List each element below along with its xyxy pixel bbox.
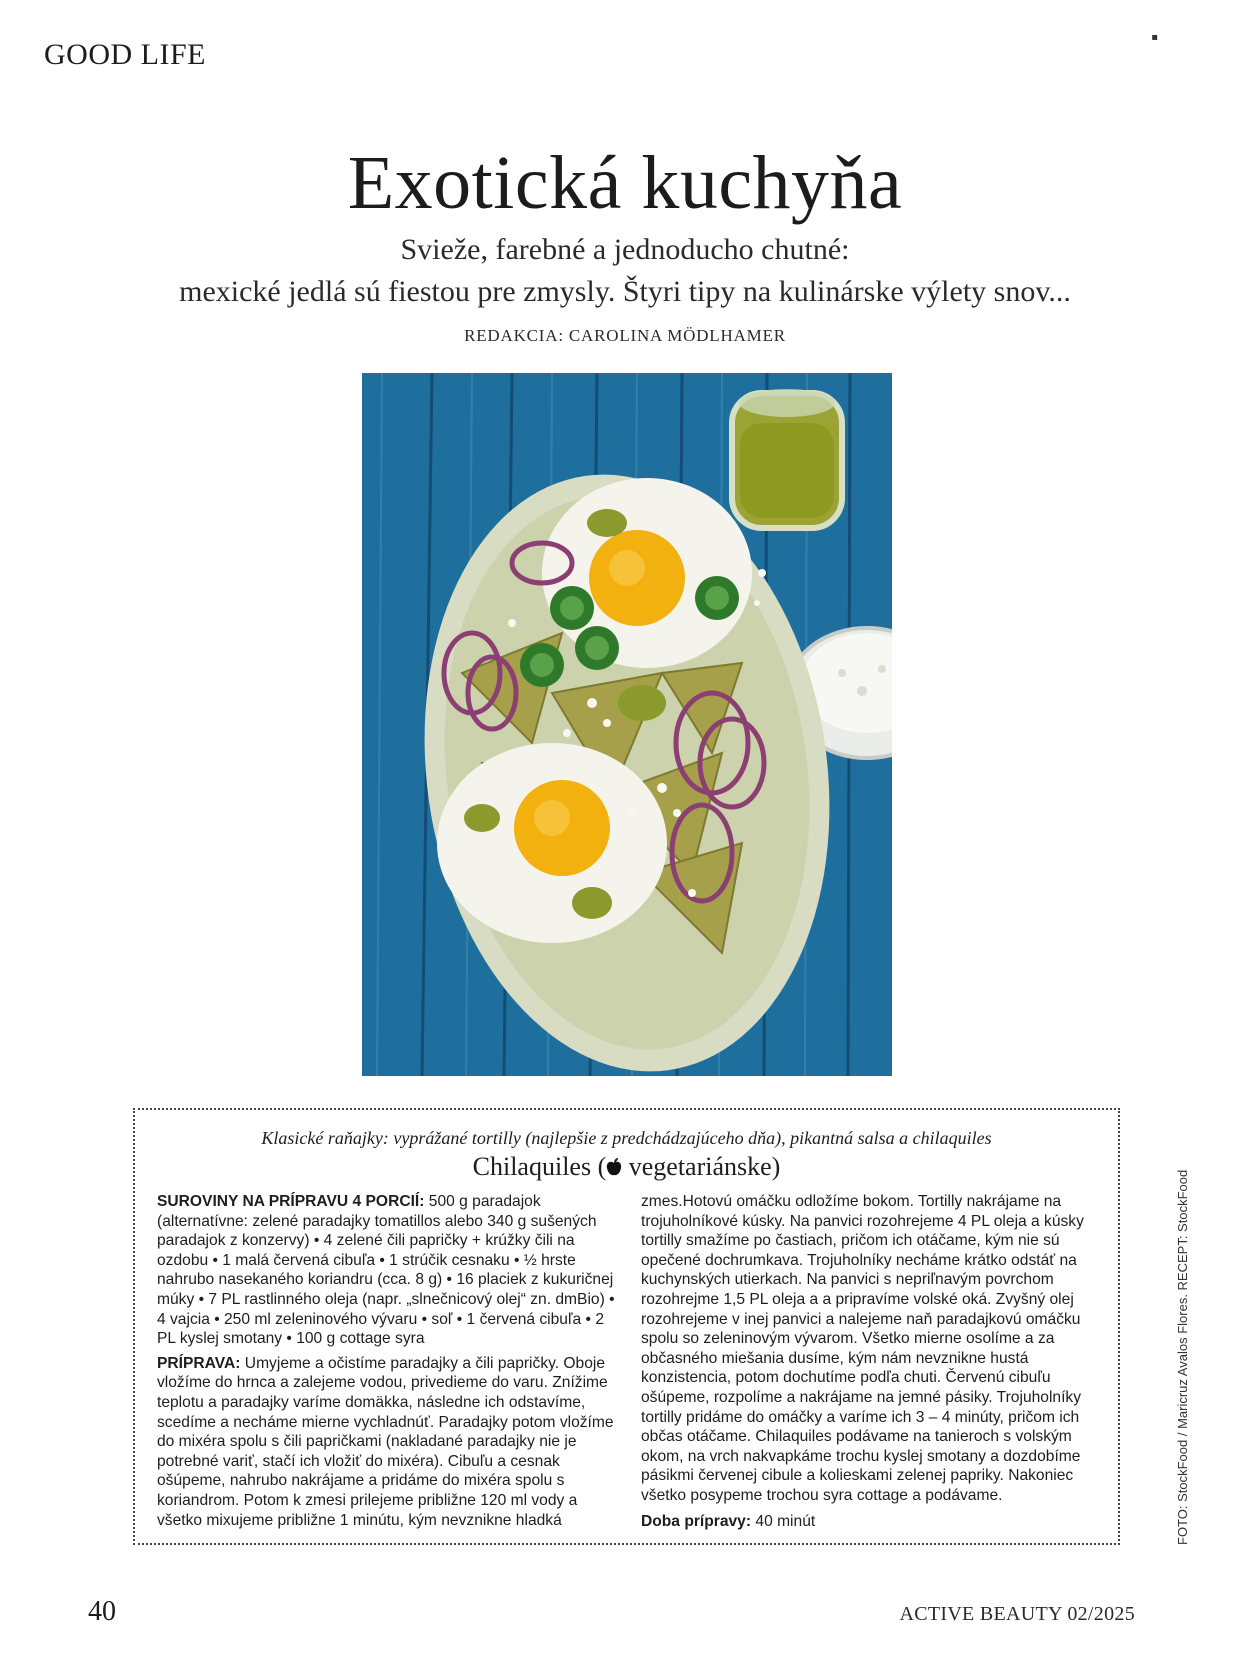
salsa-jar	[732, 389, 842, 528]
article-subtitle-line-2: mexické jedlá sú fiestou pre zmysly. Štyri tipy na kulinárske výlety snov...	[179, 275, 1071, 308]
byline: REDAKCIA: CAROLINA MÖDLHAMER	[464, 326, 786, 345]
ingredients-text: 500 g paradajok (alternatívne: zelené paradajky tomatillos alebo 340 g sušených paradajok z konzervy) • 4 zelené čili papričky + krúžky čili na ozdobu • 1 malá červená cibuľa • 1 strúčik cesnaku • ½ hrste nahrubo nasekaného koriandru (cca. 8 g) • 16 placiek z kukuričnej múky • 7 PL rastlinného oleja (napr. „slnečnicový olej“ zn. dmBio) • 4 vajcia • 250 ml zeleninového vývaru • soľ • 1 červená cibuľa • 2 PL kyslej smotany • 100 g cottage syra	[157, 1193, 615, 1348]
section-label: GOOD LIFE	[44, 38, 206, 71]
chilaquiles-photo	[362, 373, 892, 1076]
article-title: Exotická kuchyňa	[347, 141, 903, 225]
diet-open-paren: (	[597, 1152, 607, 1181]
food-photo-icon	[362, 373, 892, 1076]
recipe-right-column	[641, 1192, 1106, 1536]
preparation-text-left: Umyjeme a očistíme paradajky a čili papričky. Oboje vložíme do hrnca a zalejeme vodou, privedieme do varu. Znížime teplotu a paradajky varíme domäkka, následne ich odstavíme, scedíme a necháme mierne vychladnúť. Paradajky potom vložíme do mixéra spolu s čili papričkami (nakladané paradajky nie je potrebné variť, stačí ich vložiť do mixéra). Cibuľu a cesnak ošúpeme, nahrubo nakrájame a pridáme do mixéra spolu s koriandrom. Potom k zmesi prilejeme približne 120 ml vody a všetko mixujeme približne 1 minútu, kým nevznikne hladká	[157, 1354, 614, 1529]
page-number: 40	[88, 1596, 116, 1627]
apple-icon	[606, 1154, 622, 1174]
recipe-intro: Klasické raňajky: vyprážané tortilly (najlepšie z predchádzajúceho dňa), pikantná salsa a chilaquiles	[261, 1128, 992, 1148]
recipe-title	[135, 1152, 1118, 1182]
photo-credit: FOTO: StockFood / Maricruz Avalos Flores. RECEPT: StockFood	[1175, 1169, 1190, 1545]
prep-time	[641, 1512, 1106, 1532]
prep-time-value: 40 minút	[751, 1512, 816, 1530]
magazine-issue: ACTIVE BEAUTY 02/2025	[899, 1603, 1135, 1625]
preparation-text-right: zmes.Hotovú omáčku odložíme bokom. Tortilly nakrájame na trojuholníkové kúsky. Na panvici rozohrejeme 4 PL oleja a kúsky tortilly smažíme po častiach, pričom ich otáčame, kým nie sú opečené dochrumkava. Trojuholníky necháme krátko odstáť na kuchynských utierkach. Na panvici s nepriľnavým povrchom rozohrejme 1,5 PL oleja a a pripravíme volské oká. Zvyšný olej rozohrejeme v inej panvici a nalejeme naň paradajkovú omáčku spolu so zeleninovým vývarom. Všetko mierne osolíme a za občasného miešania dusíme, kým nám nevznikne hustá konzistencia, potom dochutíme podľa chuti. Červenú cibuľu ošúpeme, rozpolíme a nakrájame na jemné pásiky. Trojuholníky tortilly pridáme do omáčky a varíme ich 3 – 4 minúty, pričom ich občas otáčame. Chilaquiles podávame na tanieroch s volským okom, na vrch nakvapkáme trochu kyslej smotany a dozdobíme pásikmi červenej cibule a kolieskami zelenej papriky. Nakoniec všetko posypeme trochou syra cottage a podávame.	[641, 1193, 1084, 1504]
corner-mark: ▪	[1151, 32, 1158, 43]
fried-egg-bottom	[437, 743, 667, 943]
ingredients-heading: SUROVINY NA PRÍPRAVU 4 PORCIÍ:	[157, 1193, 425, 1210]
preparation-paragraph	[157, 1354, 617, 1530]
recipe-name: Chilaquiles	[472, 1152, 592, 1181]
recipe-left-column	[157, 1192, 617, 1535]
recipe-box	[133, 1108, 1120, 1545]
fried-egg-top	[542, 478, 752, 668]
prep-time-label: Doba prípravy:	[641, 1512, 752, 1530]
ingredients-paragraph	[157, 1192, 617, 1349]
article-subtitle-line-1: Svieže, farebné a jednoducho chutné:	[400, 233, 850, 266]
diet-label: vegetariánske)	[628, 1152, 781, 1181]
preparation-heading: PRÍPRAVA:	[157, 1354, 241, 1372]
